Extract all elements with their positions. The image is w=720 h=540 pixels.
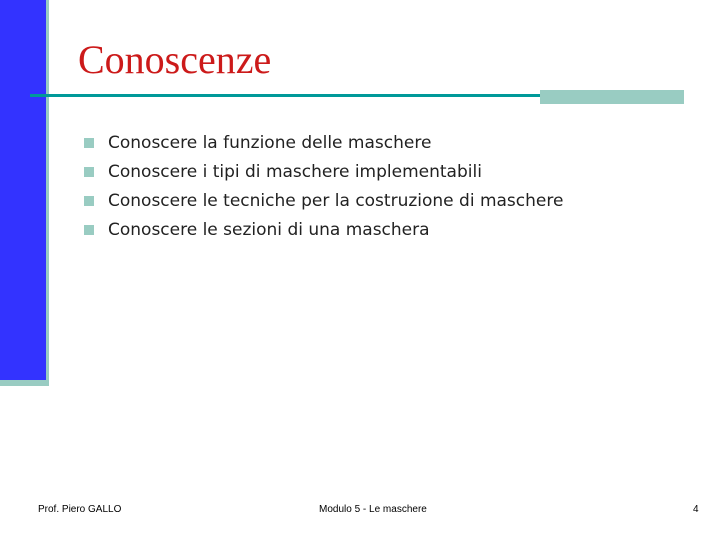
bullet-text: Conoscere le sezioni di una maschera (108, 219, 430, 240)
bullet-list (84, 128, 563, 244)
bullet-item (84, 186, 563, 215)
square-bullet-icon (84, 196, 94, 206)
square-bullet-icon (84, 167, 94, 177)
footer-page-number: 4 (693, 504, 699, 515)
bullet-item (84, 157, 563, 186)
bullet-item (84, 128, 563, 157)
bullet-text: Conoscere la funzione delle maschere (108, 132, 432, 153)
title-accent-block (540, 90, 684, 104)
footer-module: Modulo 5 - Le maschere (319, 504, 427, 515)
square-bullet-icon (84, 225, 94, 235)
bullet-item (84, 215, 563, 244)
footer-author: Prof. Piero GALLO (38, 504, 122, 515)
bullet-text: Conoscere le tecniche per la costruzione di maschere (108, 190, 564, 211)
left-accent-bar-edge (0, 380, 48, 386)
left-accent-bar (0, 0, 46, 380)
bullet-text: Conoscere i tipi di maschere implementabili (108, 161, 482, 182)
square-bullet-icon (84, 138, 94, 148)
slide-title: Conoscenze (78, 37, 272, 82)
left-accent-bar-shadow (46, 0, 49, 386)
